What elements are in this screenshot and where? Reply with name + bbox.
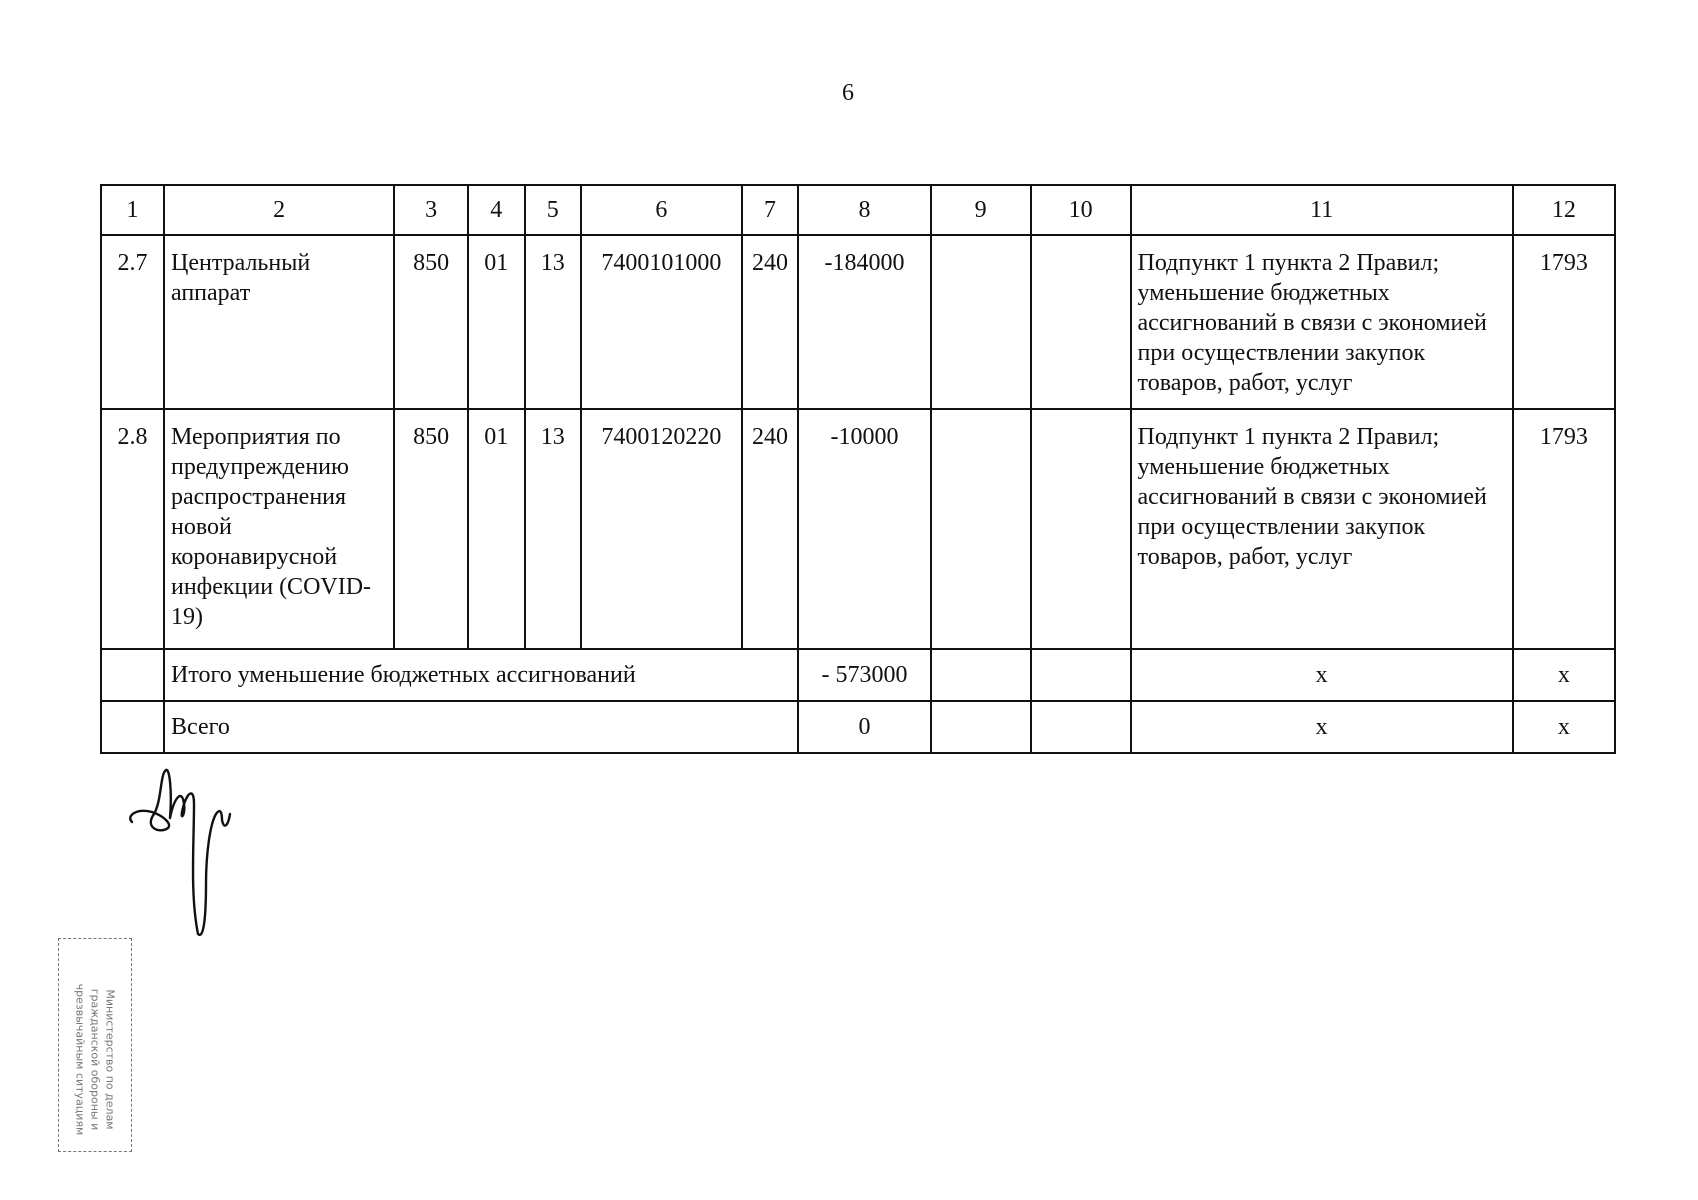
cell-section: 01 [468,235,524,409]
cell-code: 850 [394,235,468,409]
row-number: 2.8 [101,409,164,649]
col-header: 1 [101,185,164,235]
grand-total-col11: x [1131,701,1513,753]
table-row [101,409,1615,649]
cell-col10 [1031,409,1131,649]
cell-col10 [1031,235,1131,409]
row-name: Центральный аппарат [164,235,394,409]
col-header: 3 [394,185,468,235]
cell-section: 01 [468,409,524,649]
grand-total-row [101,701,1615,753]
cell-target-article: 7400120220 [581,409,742,649]
cell-basis: Подпункт 1 пункта 2 Правил; уменьшение бюджетных ассигнований в связи с экономией при осуществлении закупок товаров, работ, услуг [1131,235,1513,409]
table-row [101,235,1615,409]
cell-basis: Подпункт 1 пункта 2 Правил; уменьшение бюджетных ассигнований в связи с экономией при осуществлении закупок товаров, работ, услуг [1131,409,1513,649]
signature [124,764,264,944]
cell-col9 [931,409,1031,649]
cell-col12: 1793 [1513,409,1615,649]
col-header: 4 [468,185,524,235]
total-col11: x [1131,649,1513,701]
total-col12: x [1513,649,1615,701]
row-number: 2.7 [101,235,164,409]
col-header: 6 [581,185,742,235]
total-label: Итого уменьшение бюджетных ассигнований [164,649,798,701]
cell-subsection: 13 [525,409,581,649]
cell-amount: -184000 [798,235,931,409]
budget-table [100,184,1616,754]
cell-amount: -10000 [798,409,931,649]
cell-col9 [931,235,1031,409]
col-header: 2 [164,185,394,235]
col-header: 12 [1513,185,1615,235]
stamp-text: Министерство по делам гражданской обороны и чрезвычайным ситуациям [73,983,117,1136]
total-amount: - 573000 [798,649,931,701]
col-header: 9 [931,185,1031,235]
grand-total-label: Всего [164,701,798,753]
total-row [101,649,1615,701]
header-row [101,185,1615,235]
col-header: 11 [1131,185,1513,235]
col-header: 5 [525,185,581,235]
row-name: Мероприятия по предупреждению распространения новой коронавирусной инфекции (COVID-19) [164,409,394,649]
total-col9 [931,649,1031,701]
page-number: 6 [842,80,854,106]
col-header: 10 [1031,185,1131,235]
grand-total-col10 [1031,701,1131,753]
cell-code: 850 [394,409,468,649]
stamp [58,938,132,1152]
grand-total-col9 [931,701,1031,753]
cell-subsection: 13 [525,235,581,409]
grand-total-amount: 0 [798,701,931,753]
cell-expense-type: 240 [742,409,798,649]
grand-total-col12: x [1513,701,1615,753]
total-empty-cell [101,701,164,753]
col-header: 8 [798,185,931,235]
col-header: 7 [742,185,798,235]
total-empty-cell [101,649,164,701]
cell-col12: 1793 [1513,235,1615,409]
cell-target-article: 7400101000 [581,235,742,409]
cell-expense-type: 240 [742,235,798,409]
total-col10 [1031,649,1131,701]
